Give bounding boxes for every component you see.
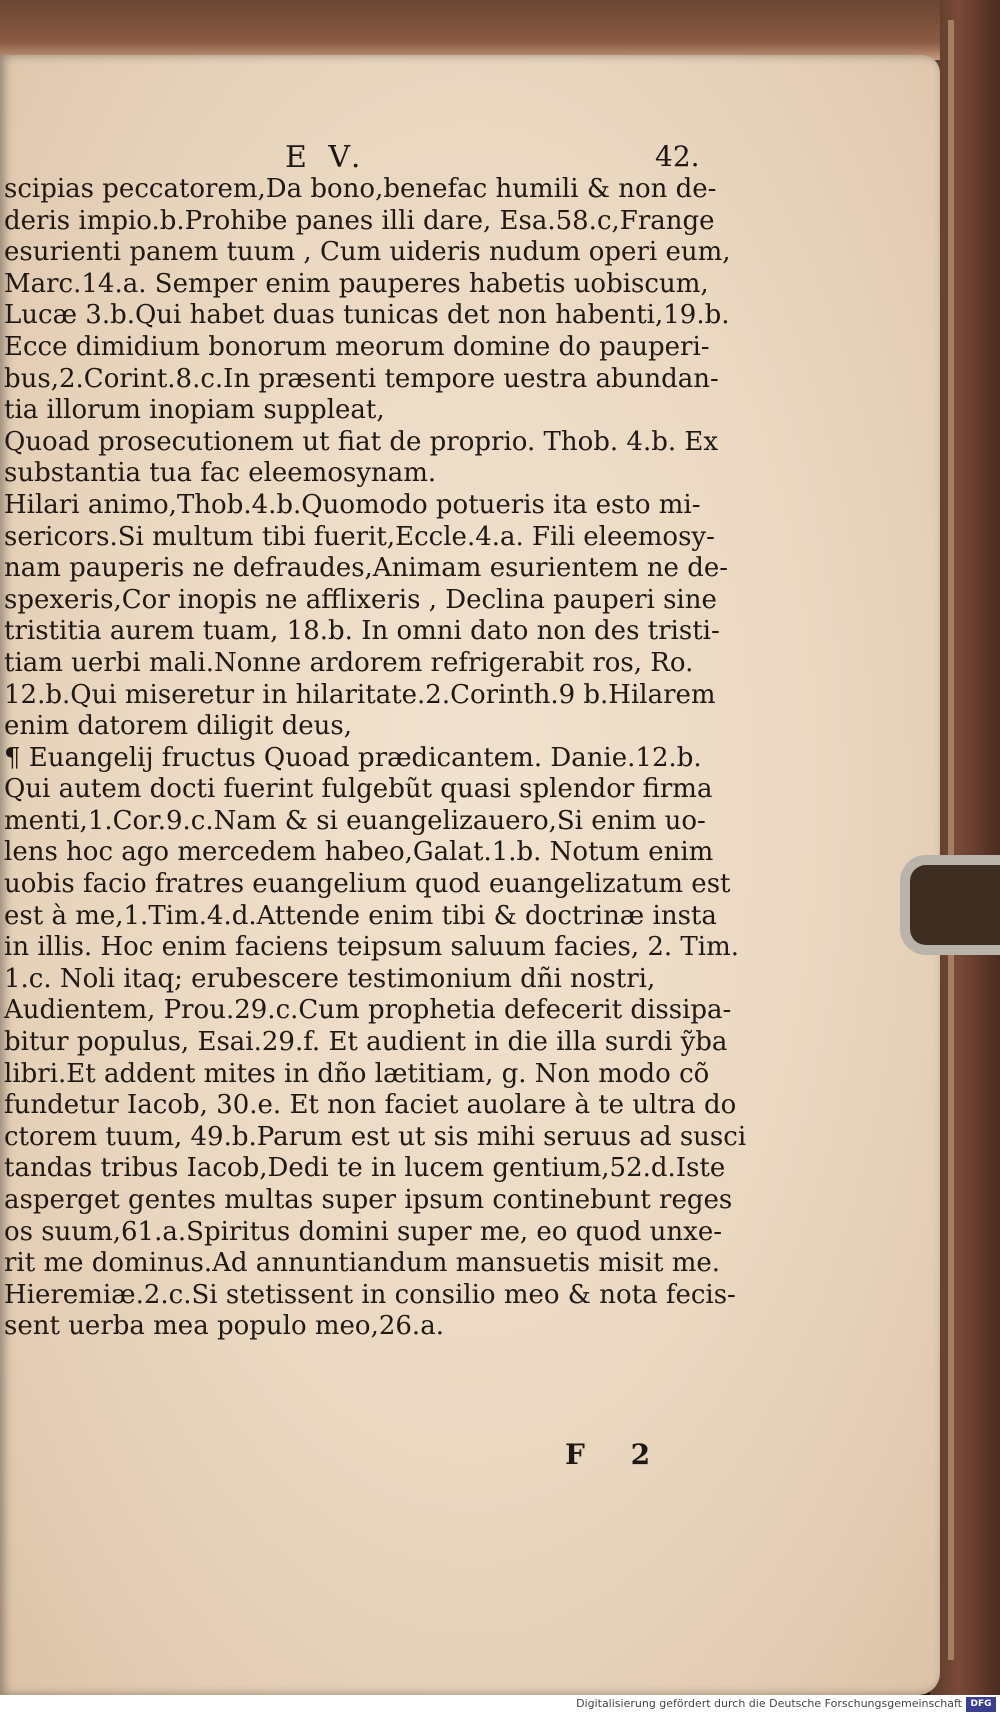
- text-line: ctorem tuum, 49.b.Parum est ut sis mihi seruus ad susci: [4, 1121, 747, 1152]
- text-line: est à me,1.Tim.4.d.Attende enim tibi & doctrinæ insta: [4, 900, 717, 931]
- text-line: esurienti panem tuum , Cum uideris nudum operi eum,: [4, 237, 731, 268]
- text-line: scipias peccatorem,Da bono,benefac humili & non de-: [4, 174, 717, 204]
- text-line: Audientem, Prou.29.c.Cum prophetia defecerit dissipa-: [4, 995, 732, 1026]
- text-line: substantia tua fac eleemosynam.: [4, 458, 437, 489]
- text-line: tristitia aurem tuam, 18.b. In omni dato non des tristi-: [4, 616, 720, 647]
- running-head: E V.: [285, 140, 367, 175]
- text-line: libri.Et addent mites in dño lætitiam, g. Non modo cõ: [4, 1058, 710, 1089]
- text-line: tia illorum inopiam suppleat,: [4, 395, 385, 426]
- text-line: fundetur Iacob, 30.e. Et non faciet auolare à te ultra do: [4, 1090, 737, 1121]
- text-line: enim datorem diligit deus,: [4, 711, 352, 742]
- text-line: tiam uerbi mali.Nonne ardorem refrigerabit ros, Ro.: [4, 647, 694, 678]
- text-line: Lucæ 3.b.Qui habet duas tunicas det non habenti,19.b.: [4, 300, 730, 331]
- dfg-logo: DFG: [966, 1697, 996, 1712]
- page-number: 42.: [655, 140, 700, 173]
- text-line: os suum,61.a.Spiritus domini super me, eo quod unxe-: [4, 1216, 722, 1247]
- signature-row: [0, 1438, 940, 1478]
- footer-credit: Digitalisierung gefördert durch die Deutsche Forschungsgemeinschaft: [576, 1697, 962, 1710]
- text-line: Hieremiæ.2.c.Si stetissent in consilio meo & nota fecis-: [4, 1279, 736, 1310]
- footer-bar: [0, 1695, 1000, 1715]
- text-line: ¶ Euangelij fructus Quoad prædicantem. Danie.12.b.: [4, 742, 702, 773]
- text-line: sent uerba mea populo meo,26.a.: [4, 1311, 444, 1342]
- text-line: Marc.14.a. Semper enim pauperes habetis uobiscum,: [4, 268, 709, 299]
- text-line: nam pauperis ne defraudes,Animam esurientem ne de-: [4, 553, 729, 584]
- text-line: 1.c. Noli itaq; erubescere testimonium dñi nostri,: [4, 963, 656, 994]
- text-line: tandas tribus Iacob,Dedi te in lucem gentium,52.d.Iste: [4, 1153, 726, 1184]
- text-line: 12.b.Qui miseretur in hilaritate.2.Corinth.9 b.Hilarem: [4, 679, 716, 710]
- text-line: asperget gentes multas super ipsum continebunt reges: [4, 1185, 733, 1215]
- text-line: deris impio.b.Prohibe panes illi dare, Esa.58.c,Frange: [4, 205, 715, 236]
- text-line: Qui autem docti fuerint fulgebũt quasi splendor firma: [4, 774, 713, 805]
- text-line: uobis facio fratres euangelium quod euangelizatum est: [4, 869, 731, 900]
- text-line: bus,2.Corint.8.c.In præsenti tempore uestra abundan-: [4, 363, 719, 394]
- text-line: lens hoc ago mercedem habeo,Galat.1.b. Notum enim: [4, 837, 714, 868]
- text-line: Ecce dimidium bonorum meorum domine do pauperi-: [4, 331, 710, 362]
- text-line: bitur populus, Esai.29.f. Et audient in die illa surdi ỹba: [4, 1027, 728, 1058]
- text-line: spexeris,Cor inopis ne afflixeris , Declina pauperi sine: [4, 584, 717, 615]
- text-line: Quoad prosecutionem ut fiat de proprio. Thob. 4.b. Ex: [4, 426, 719, 457]
- signature-mark: F 2: [565, 1438, 669, 1471]
- text-line: sericors.Si multum tibi fuerit,Eccle.4.a. Fili eleemosy-: [4, 521, 715, 552]
- book-clasp: [900, 855, 1000, 955]
- text-line: menti,1.Cor.9.c.Nam & si euangelizauero,Si enim uo-: [4, 805, 706, 836]
- text-line: rit me dominus.Ad annuntiandum mansuetis misit me.: [4, 1248, 721, 1279]
- text-line: Hilari animo,Thob.4.b.Quomodo potueris ita esto mi-: [4, 489, 701, 520]
- text-line: in illis. Hoc enim faciens teipsum saluum facies, 2. Tim.: [4, 932, 739, 963]
- top-page-edge: [0, 0, 940, 60]
- body-text: [4, 174, 774, 1343]
- cover-binding-line: [948, 20, 954, 1660]
